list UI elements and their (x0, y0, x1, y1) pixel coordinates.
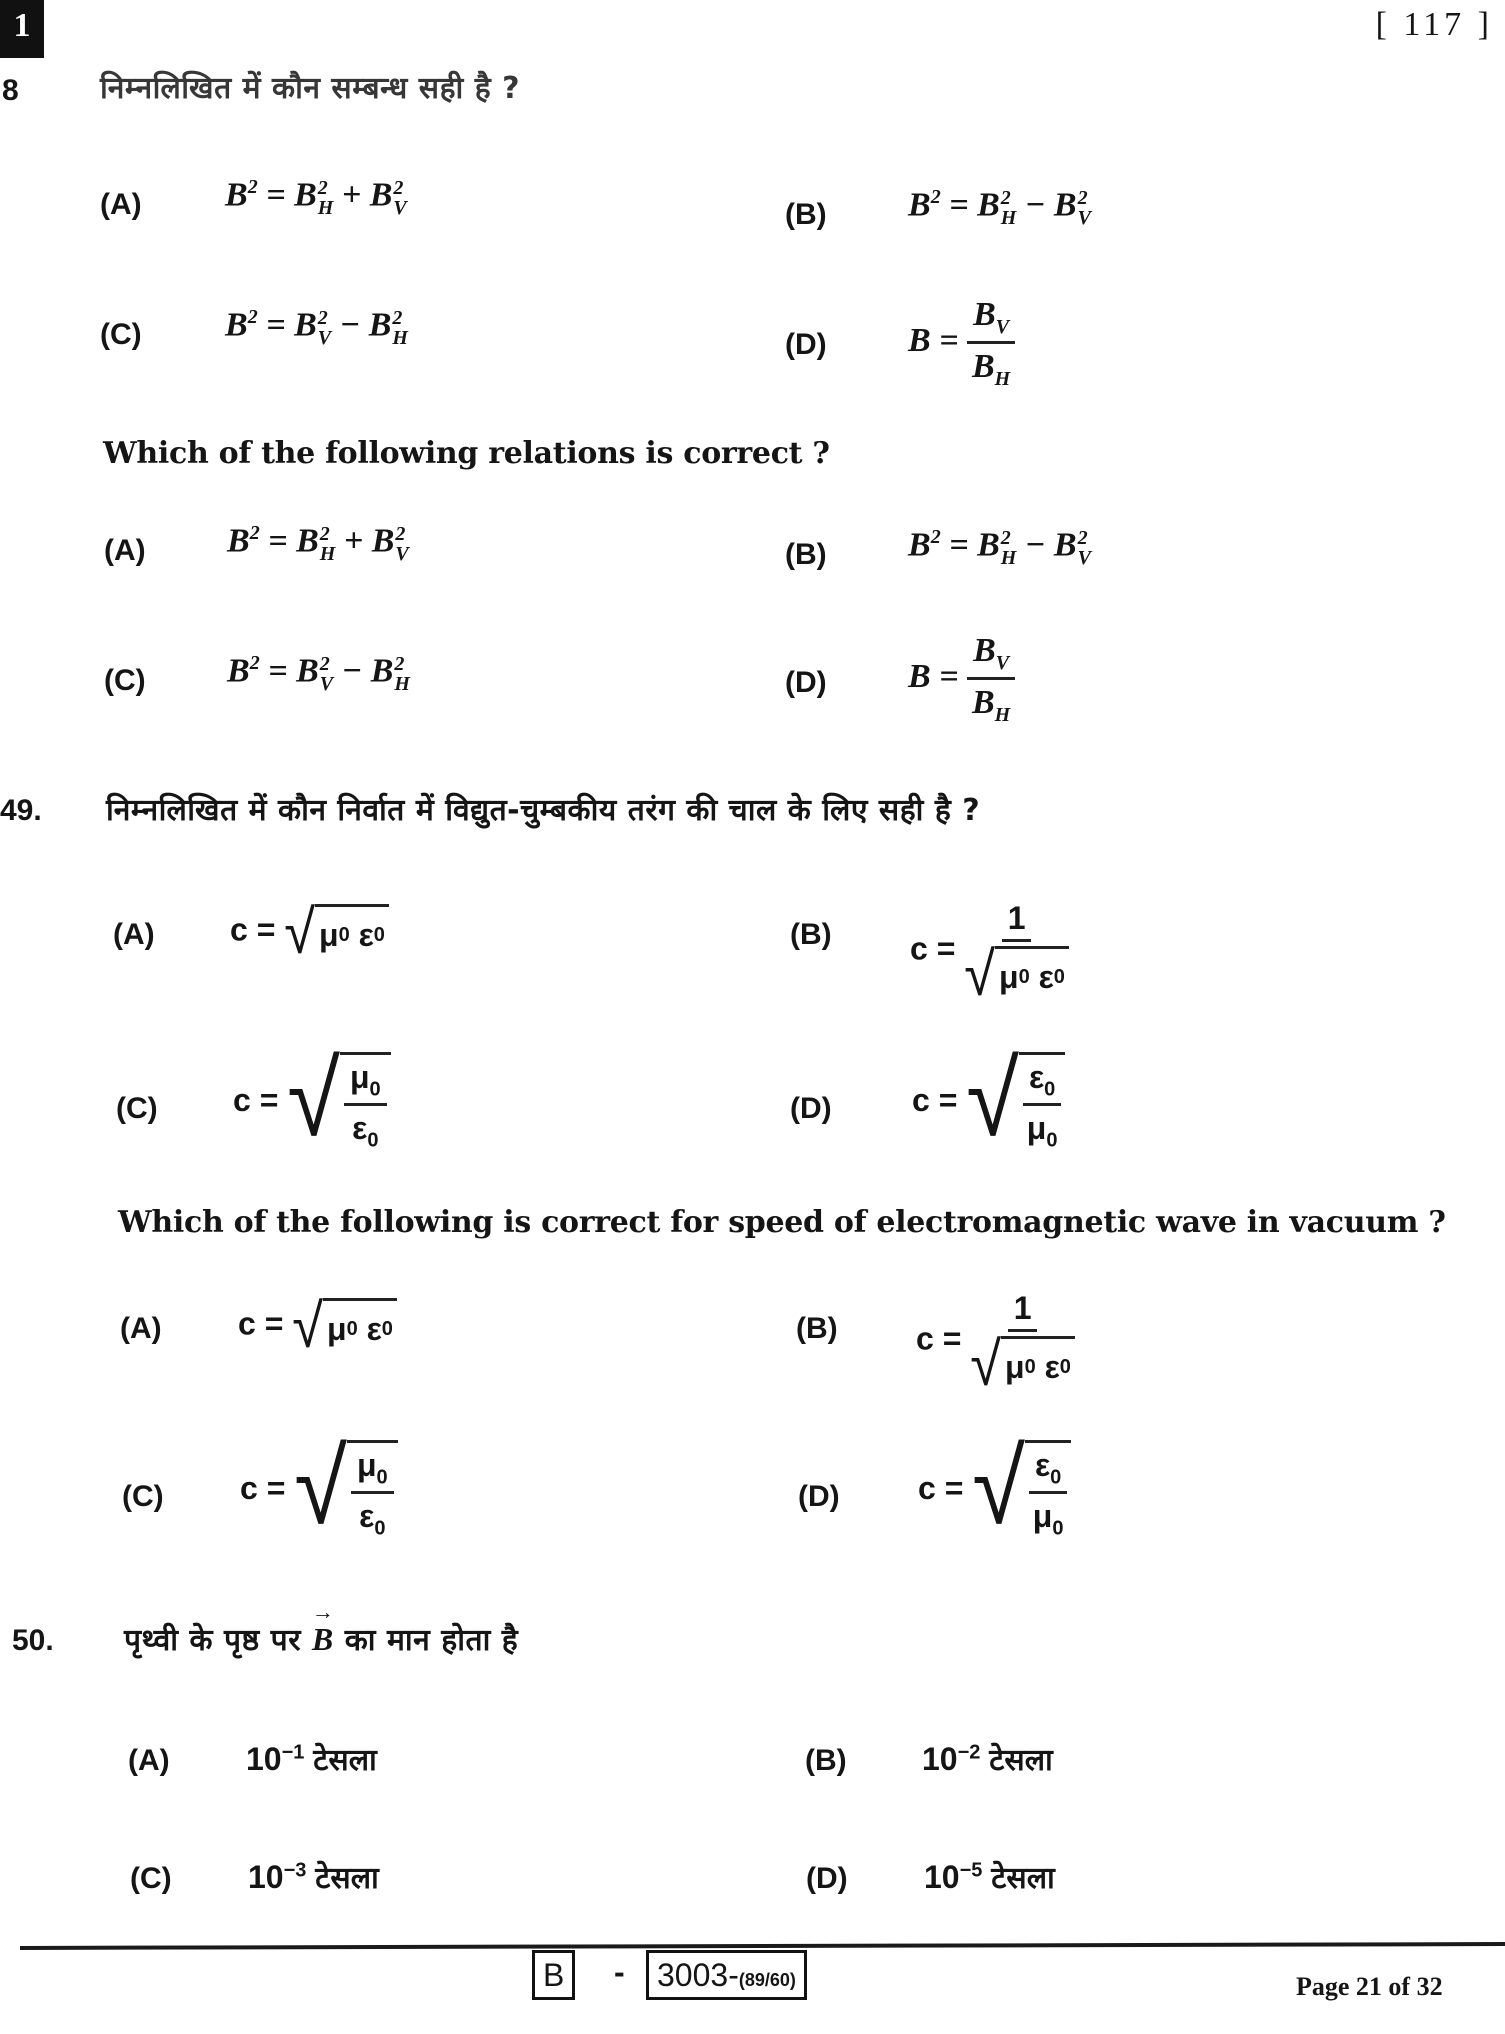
option-label-d: (D) (785, 666, 827, 699)
option-c-value: $10^{-3}$ टेसला (248, 1859, 379, 1896)
option-label-a: (A) (100, 188, 142, 221)
question-number: 49. (0, 794, 42, 827)
option-label-c: (C) (116, 1092, 158, 1125)
option-label-c: (C) (104, 664, 146, 697)
option-label-b: (B) (785, 198, 827, 231)
option-a-formula: $B^2 = B$ 2 H + B 2 V (225, 176, 407, 219)
question-48-hindi-text: निम्नलिखित में कौन सम्बन्ध सही है ? (100, 71, 520, 106)
question-49-hindi-text: निम्नलिखित में कौन निर्वात में विद्युत-चुम्बकीय तरंग की चाल के लिए सही है ? (106, 793, 981, 828)
option-c-formula: $B^2 = B$ 2 V − B 2 H (225, 306, 408, 349)
paper-code-box: 3003-(89/60) (646, 1950, 807, 2000)
option-label-d: (D) (785, 328, 827, 361)
page-badge: 1 (0, 0, 44, 58)
footer-dash: - (614, 1954, 625, 1990)
option-b-formula: $B^2 = B$ 2 H − B 2 V (908, 526, 1091, 569)
option-b-formula: c = 1 √ μ 0 ε 0 (916, 1290, 1075, 1392)
option-d-formula: c = √ $\frac{\varepsilon_0}{\mu_0}$ (918, 1440, 1071, 1541)
option-label-a: (A) (128, 1744, 170, 1777)
option-label-b: (B) (796, 1312, 838, 1345)
option-a-formula: $B^2 = B$ 2 H + B 2 V (227, 522, 409, 565)
option-label-a: (A) (113, 918, 155, 951)
footer-divider (20, 1942, 1505, 1950)
option-b-formula: $B^2 = B$ 2 H − B 2 V (908, 186, 1091, 229)
option-label-c: (C) (130, 1862, 172, 1895)
option-label-b: (B) (805, 1744, 847, 1777)
question-number: 8 (2, 74, 19, 107)
option-c-formula: c = √ $\frac{\mu_0}{\varepsilon_0}$ (240, 1440, 398, 1541)
vector-b-symbol: → B (312, 1621, 334, 1658)
option-a-formula: c = √ μ 0 ε 0 (230, 904, 389, 960)
option-label-b: (B) (785, 538, 827, 571)
question-49-english-text: Which of the following is correct for speed of electromagnetic wave in vacuum ? (118, 1205, 1446, 1240)
question-50-hindi-text: पृथ्वी के पृष्ठ पर → B का मान होता है (124, 1618, 518, 1659)
option-d-value: $10^{-5}$ टेसला (924, 1859, 1055, 1896)
option-label-a: (A) (120, 1312, 162, 1345)
option-label-c: (C) (122, 1480, 164, 1513)
page-number: Page 21 of 32 (1296, 1972, 1443, 2001)
option-d-formula: c = √ $\frac{\varepsilon_0}{\mu_0}$ (912, 1052, 1065, 1153)
option-a-value: $10^{-1}$ टेसला (246, 1741, 377, 1778)
question-number: 50. (12, 1624, 54, 1657)
option-label-d: (D) (806, 1862, 848, 1895)
option-c-formula: c = √ $\frac{\mu_0}{\varepsilon_0}$ (233, 1052, 391, 1153)
question-48-english-text: Which of the following relations is correct ? (103, 436, 830, 471)
option-a-formula: c = √ μ 0 ε 0 (238, 1298, 397, 1354)
option-label-d: (D) (790, 1092, 832, 1125)
option-b-formula: c = 1 √ μ 0 ε 0 (910, 900, 1069, 1002)
option-c-formula: $B^2 = B$ 2 V − B 2 H (227, 652, 410, 695)
option-label-c: (C) (100, 318, 142, 351)
option-label-d: (D) (798, 1480, 840, 1513)
option-label-a: (A) (104, 534, 146, 567)
page-reference: [ 117 ] (1375, 6, 1493, 43)
option-b-value: $10^{-2}$ टेसला (922, 1741, 1053, 1778)
option-d-formula: B = $\frac{B_V}{B_H}$ (908, 296, 1015, 391)
option-d-formula: B = $\frac{B_V}{B_H}$ (908, 632, 1015, 727)
option-label-b: (B) (790, 918, 832, 951)
series-code-box: B (532, 1950, 575, 2000)
